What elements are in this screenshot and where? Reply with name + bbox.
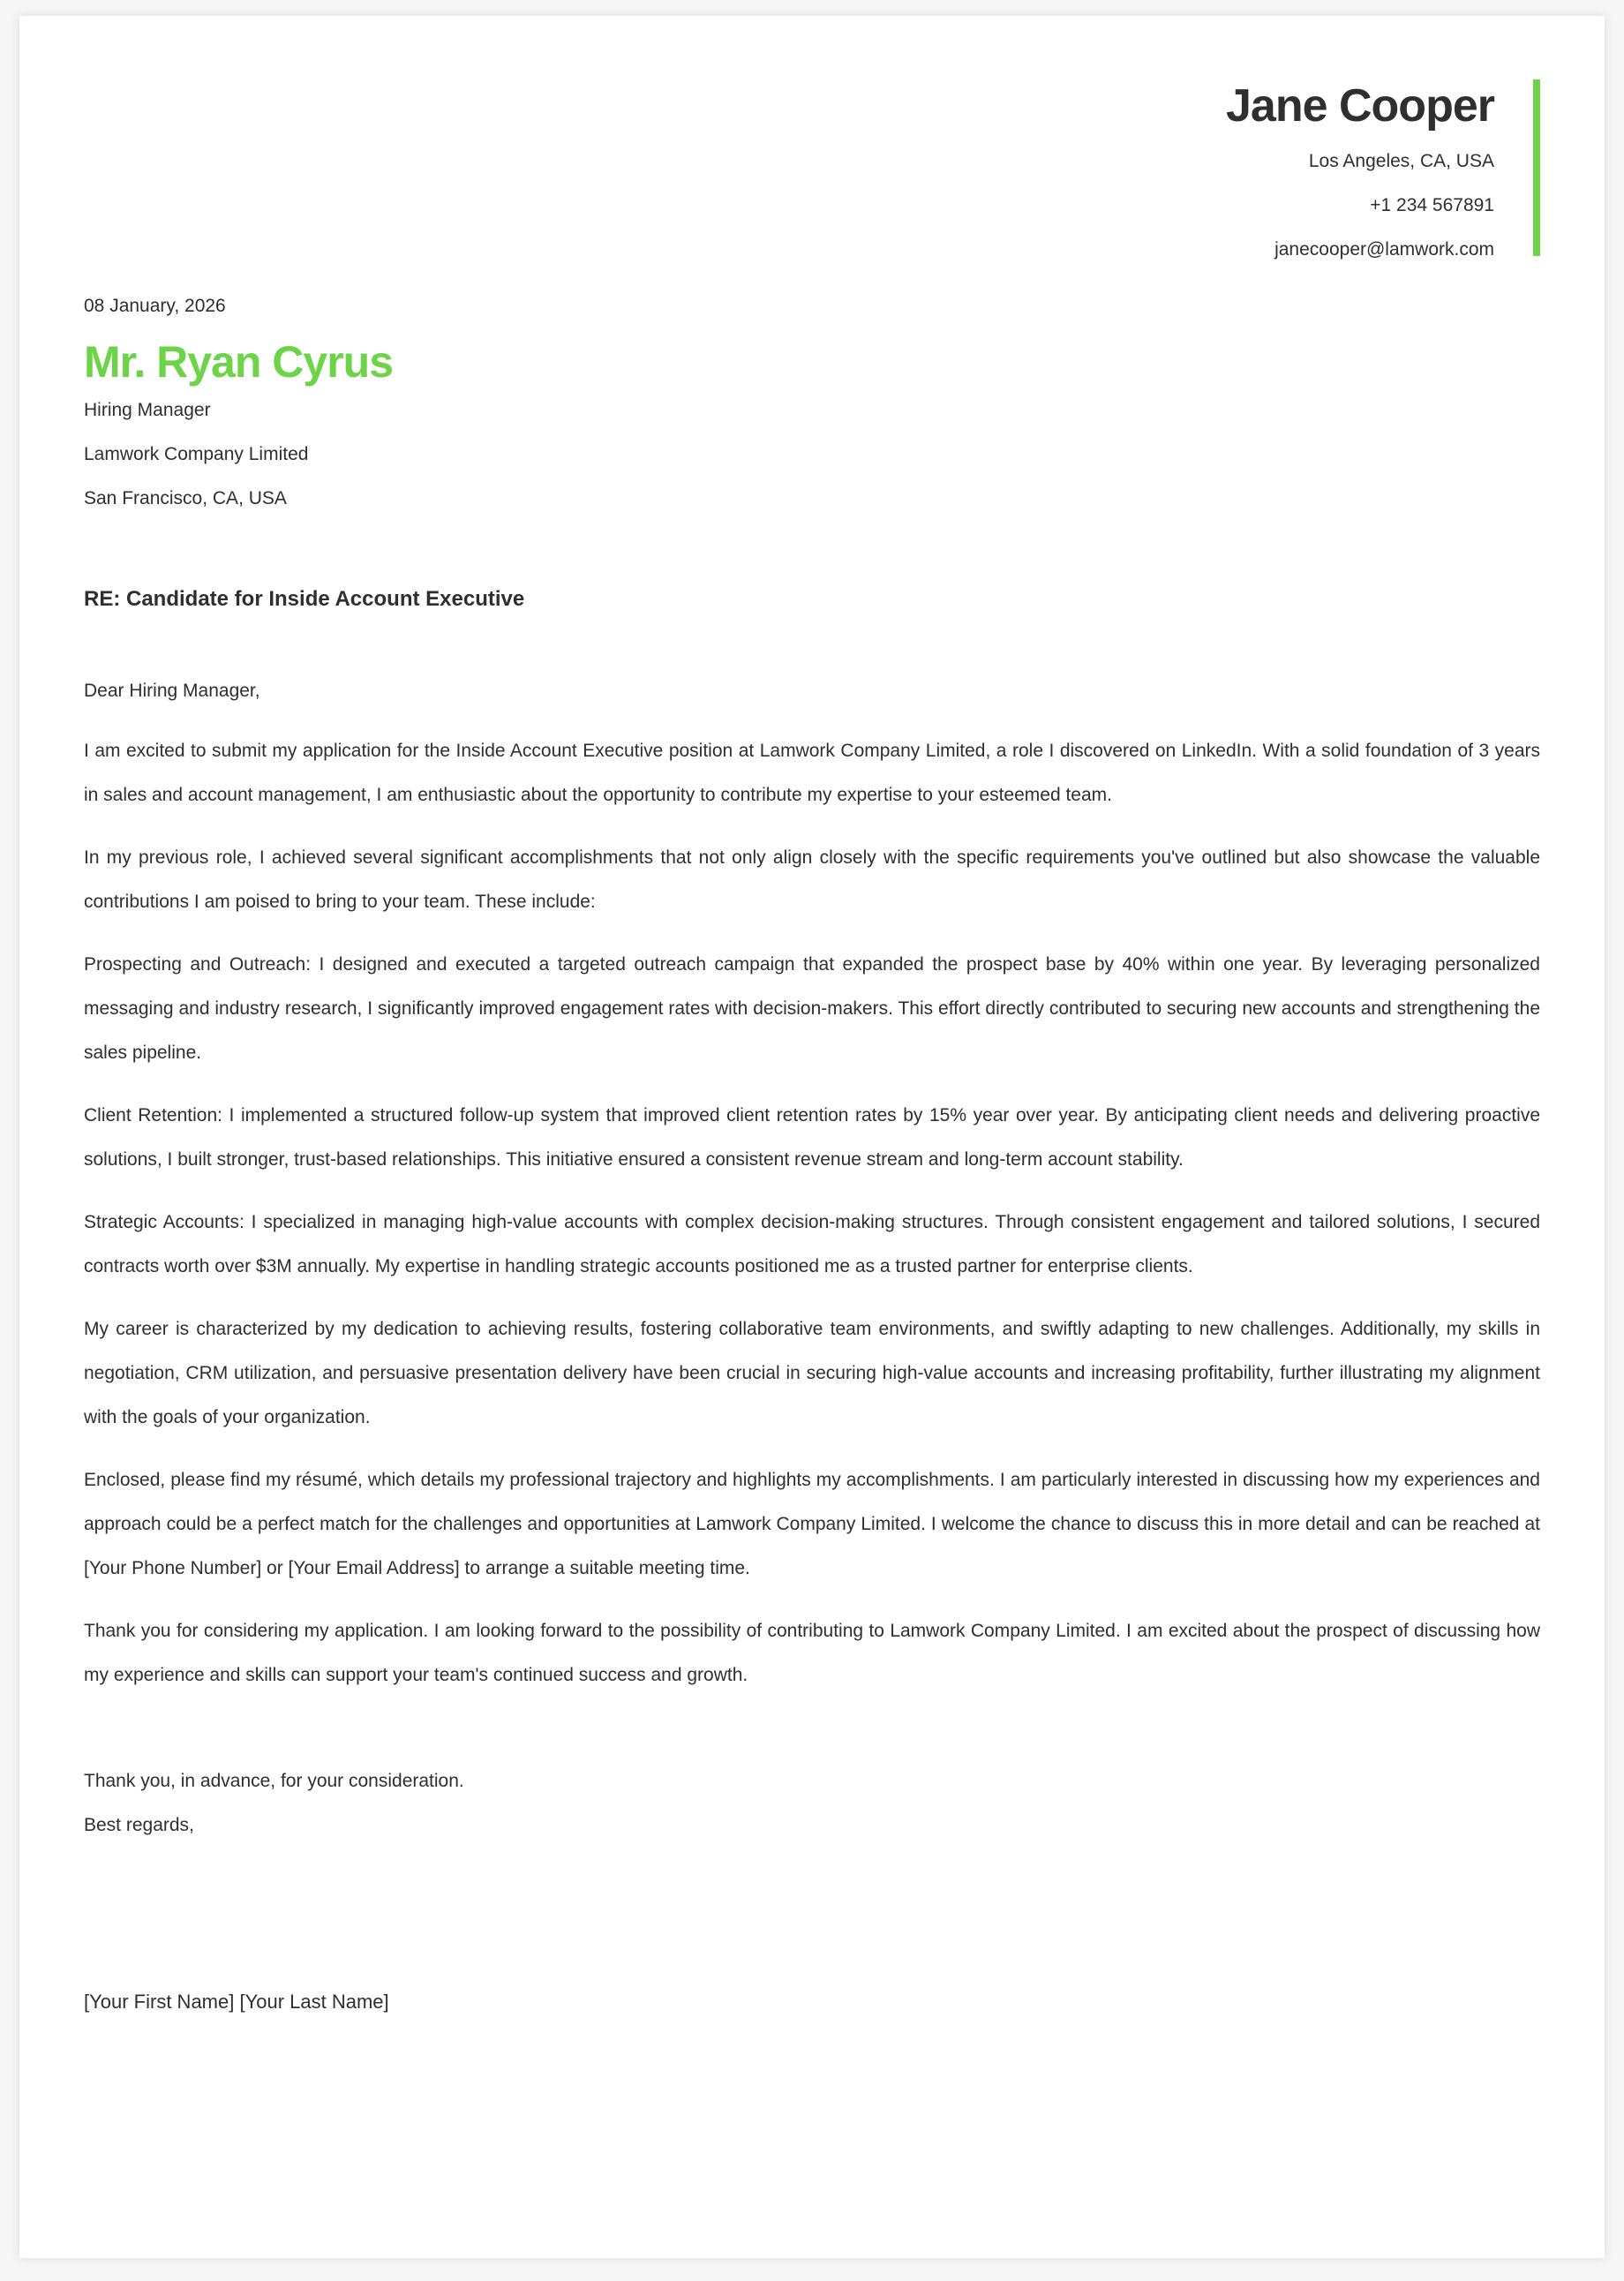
salutation: Dear Hiring Manager, — [84, 681, 260, 701]
paragraph: In my previous role, I achieved several significant accomplishments that not only align closely with the specific requirements you've outlined but also showcase the valuable contributions I am poised to bring to your team. These include: — [84, 847, 1540, 912]
closing-line: Thank you, in advance, for your consideration. — [84, 1771, 464, 1791]
letter-subject: RE: Candidate for Inside Account Executive — [84, 587, 525, 611]
paragraph: Client Retention: I implemented a structured follow-up system that improved client retention rates by 15% year over year. By anticipating client needs and delivering proactive solutions, I built stronger, trust-based relationships. This initiative ensured a consistent revenue stream and long-term account stability. — [84, 1105, 1540, 1170]
closing — [84, 1759, 1540, 1848]
closing-sign-off: Best regards, — [84, 1815, 194, 1835]
recipient-company: Lamwork Company Limited — [84, 444, 309, 464]
recipient-title: Hiring Manager — [84, 400, 211, 420]
letter-body — [84, 281, 1540, 2024]
recipient-location: San Francisco, CA, USA — [84, 488, 287, 508]
paragraph: My career is characterized by my dedication to achieving results, fostering collaborative team environments, and swiftly adapting to new challenges. Additionally, my skills in negotiation, CRM utilization, and persuasive presentation delivery have been crucial in securing high-value accounts and increasing profitability, further illustrating my alignment with the goals of your organization. — [84, 1319, 1540, 1427]
letter-date: 08 January, 2026 — [84, 296, 226, 316]
recipient-name: Mr. Ryan Cyrus — [84, 337, 394, 387]
paragraph: Strategic Accounts: I specialized in managing high-value accounts with complex decision-making structures. Through consistent engagement and tailored solutions, I secured contracts worth over $3M annually. My expertise in handling strategic accounts positioned me as a trusted partner for enterprise clients. — [84, 1212, 1540, 1276]
sender-name: Jane Cooper — [1226, 80, 1494, 132]
paragraph: Prospecting and Outreach: I designed and executed a targeted outreach campaign that expanded the prospect base by 40% within one year. By leveraging personalized messaging and industry research, I significantly improved engagement rates with decision-makers. This effort directly contributed to securing new accounts and strengthening the sales pipeline. — [84, 954, 1540, 1063]
paragraph: Enclosed, please find my résumé, which details my professional trajectory and highlights my accomplishments. I am particularly interested in discussing how my experiences and approach could be a perfect match for the challenges and opportunities at Lamwork Company Limited. I welcome the chance to discuss this in more detail and can be reached at [Your Phone Number] or [Your Email Address] to arrange a suitable meeting time. — [84, 1470, 1540, 1578]
paragraph: I am excited to submit my application for the Inside Account Executive position at Lamwork Company Limited, a role I discovered on LinkedIn. With a solid foundation of 3 years in sales and account management, I am enthusiastic about the opportunity to contribute my expertise to your esteemed team. — [84, 741, 1540, 805]
sender-location: Los Angeles, CA, USA — [1308, 151, 1494, 171]
paragraph: Thank you for considering my application. I am looking forward to the possibility of contributing to Lamwork Company Limited. I am excited about the prospect of discussing how my experience and skills can support your team's continued success and growth. — [84, 1621, 1540, 1685]
signature: [Your First Name] [Your Last Name] — [84, 1991, 389, 2013]
letter-page — [19, 16, 1605, 2258]
sender-block — [1226, 74, 1494, 272]
sender-email: janecooper@lamwork.com — [1274, 239, 1494, 260]
accent-bar — [1533, 79, 1540, 256]
sender-phone: +1 234 567891 — [1370, 195, 1494, 215]
